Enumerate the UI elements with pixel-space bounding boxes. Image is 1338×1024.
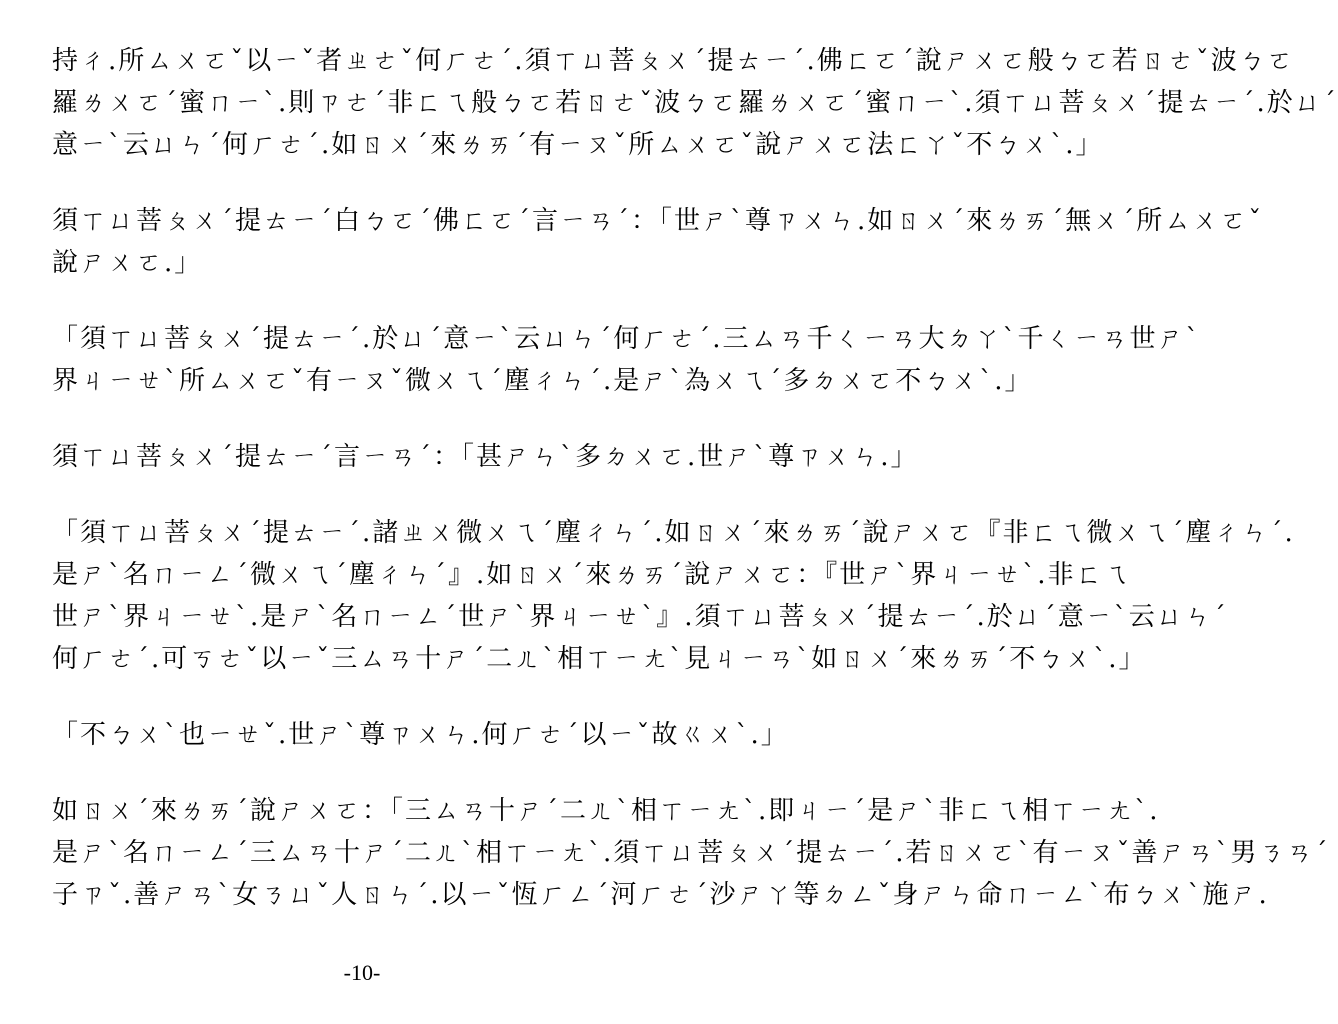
text-line: 說ㄕㄨㄛ.」 (52, 248, 203, 278)
text-line: 界ㄐㄧㄝˋ所ㄙㄨㄛˇ有ㄧㄡˇ微ㄨㄟˊ塵ㄔㄣˊ.是ㄕˋ為ㄨㄟˊ多ㄉㄨㄛ不ㄅㄨˋ.」 (52, 366, 1033, 396)
paragraph (52, 40, 1338, 166)
text-line: 「不ㄅㄨˋ也ㄧㄝˇ.世ㄕˋ尊ㄗㄨㄣ.何ㄏㄜˊ以ㄧˇ故ㄍㄨˋ.」 (52, 720, 789, 750)
text-line: 是ㄕˋ名ㄇㄧㄥˊ微ㄨㄟˊ塵ㄔㄣˊ』.如ㄖㄨˊ來ㄌㄞˊ說ㄕㄨㄛ：『世ㄕˋ界ㄐㄧㄝˋ.非ㄈㄟ (52, 560, 1132, 590)
page-number: -10- (343, 960, 381, 985)
paragraph-gap (52, 284, 692, 318)
text-line: 意ㄧˋ云ㄩㄣˊ何ㄏㄜˊ.如ㄖㄨˊ來ㄌㄞˊ有ㄧㄡˇ所ㄙㄨㄛˇ說ㄕㄨㄛ法ㄈㄚˇ不ㄅㄨˋ.」 (52, 130, 1104, 160)
text-line: 是ㄕˋ名ㄇㄧㄥˊ三ㄙㄢ十ㄕˊ二ㄦˋ相ㄒㄧㄤˋ.須ㄒㄩ菩ㄆㄨˊ提ㄊㄧˊ.若ㄖㄨㄛˋ有ㄧㄡˇ善ㄕㄢˋ男ㄋㄢˊ (52, 838, 1330, 868)
paragraph-gap (52, 680, 692, 714)
text-line: 須ㄒㄩ菩ㄆㄨˊ提ㄊㄧˊ白ㄅㄛˊ佛ㄈㄛˊ言ㄧㄢˊ：「世ㄕˋ尊ㄗㄨㄣ.如ㄖㄨˊ來ㄌㄞˊ無ㄨˊ所ㄙㄨㄛˇ (52, 206, 1264, 236)
paragraph (52, 714, 789, 756)
paragraph (52, 512, 1295, 680)
paragraph (52, 318, 1201, 402)
paragraph (52, 436, 919, 478)
paragraph-gap (52, 478, 692, 512)
text-line: 何ㄏㄜˊ.可ㄎㄜˇ以ㄧˇ三ㄙㄢ十ㄕˊ二ㄦˋ相ㄒㄧㄤˋ見ㄐㄧㄢˋ如ㄖㄨˊ來ㄌㄞˊ不ㄅㄨˋ.」 (52, 644, 1147, 674)
text-line: 「須ㄒㄩ菩ㄆㄨˊ提ㄊㄧˊ.諸ㄓㄨ微ㄨㄟˊ塵ㄔㄣˊ.如ㄖㄨˊ來ㄌㄞˊ說ㄕㄨㄛ『非ㄈㄟ微ㄨㄟˊ塵ㄔㄣˊ. (52, 518, 1295, 548)
text-line: 子ㄗˇ.善ㄕㄢˋ女ㄋㄩˇ人ㄖㄣˊ.以ㄧˇ恆ㄏㄥˊ河ㄏㄜˊ沙ㄕㄚ等ㄉㄥˇ身ㄕㄣ命ㄇㄧㄥˋ布ㄅㄨˋ施ㄕ. (52, 880, 1269, 910)
text-line: 持ㄔ.所ㄙㄨㄛˇ以ㄧˇ者ㄓㄜˇ何ㄏㄜˊ.須ㄒㄩ菩ㄆㄨˊ提ㄊㄧˊ.佛ㄈㄛˊ說ㄕㄨㄛ般ㄅㄛ若ㄖㄜˇ波ㄅㄛ (52, 46, 1295, 76)
paragraph-gap (52, 756, 692, 790)
text-line: 羅ㄌㄨㄛˊ蜜ㄇㄧˋ.則ㄗㄜˊ非ㄈㄟ般ㄅㄛ若ㄖㄜˇ波ㄅㄛ羅ㄌㄨㄛˊ蜜ㄇㄧˋ.須ㄒㄩ菩ㄆㄨˊ提ㄊㄧˊ.於ㄩˊ (52, 88, 1338, 118)
paragraph-gap (52, 166, 692, 200)
paragraph-gap (52, 402, 692, 436)
text-line: 「須ㄒㄩ菩ㄆㄨˊ提ㄊㄧˊ.於ㄩˊ意ㄧˋ云ㄩㄣˊ何ㄏㄜˊ.三ㄙㄢ千ㄑㄧㄢ大ㄉㄚˋ千ㄑㄧㄢ世ㄕˋ (52, 324, 1201, 354)
text-line: 如ㄖㄨˊ來ㄌㄞˊ說ㄕㄨㄛ：「三ㄙㄢ十ㄕˊ二ㄦˋ相ㄒㄧㄤˋ.即ㄐㄧˊ是ㄕˋ非ㄈㄟ相ㄒㄧㄤˋ. (52, 796, 1160, 826)
text-line: 世ㄕˋ界ㄐㄧㄝˋ.是ㄕˋ名ㄇㄧㄥˊ世ㄕˋ界ㄐㄧㄝˋ』.須ㄒㄩ菩ㄆㄨˊ提ㄊㄧˊ.於ㄩˊ意ㄧˋ云ㄩㄣˊ (52, 602, 1228, 632)
document-body (52, 40, 1338, 916)
paragraph (52, 200, 1264, 284)
paragraph (52, 790, 1330, 916)
text-line: 須ㄒㄩ菩ㄆㄨˊ提ㄊㄧˊ言ㄧㄢˊ：「甚ㄕㄣˋ多ㄉㄨㄛ.世ㄕˋ尊ㄗㄨㄣ.」 (52, 442, 919, 472)
